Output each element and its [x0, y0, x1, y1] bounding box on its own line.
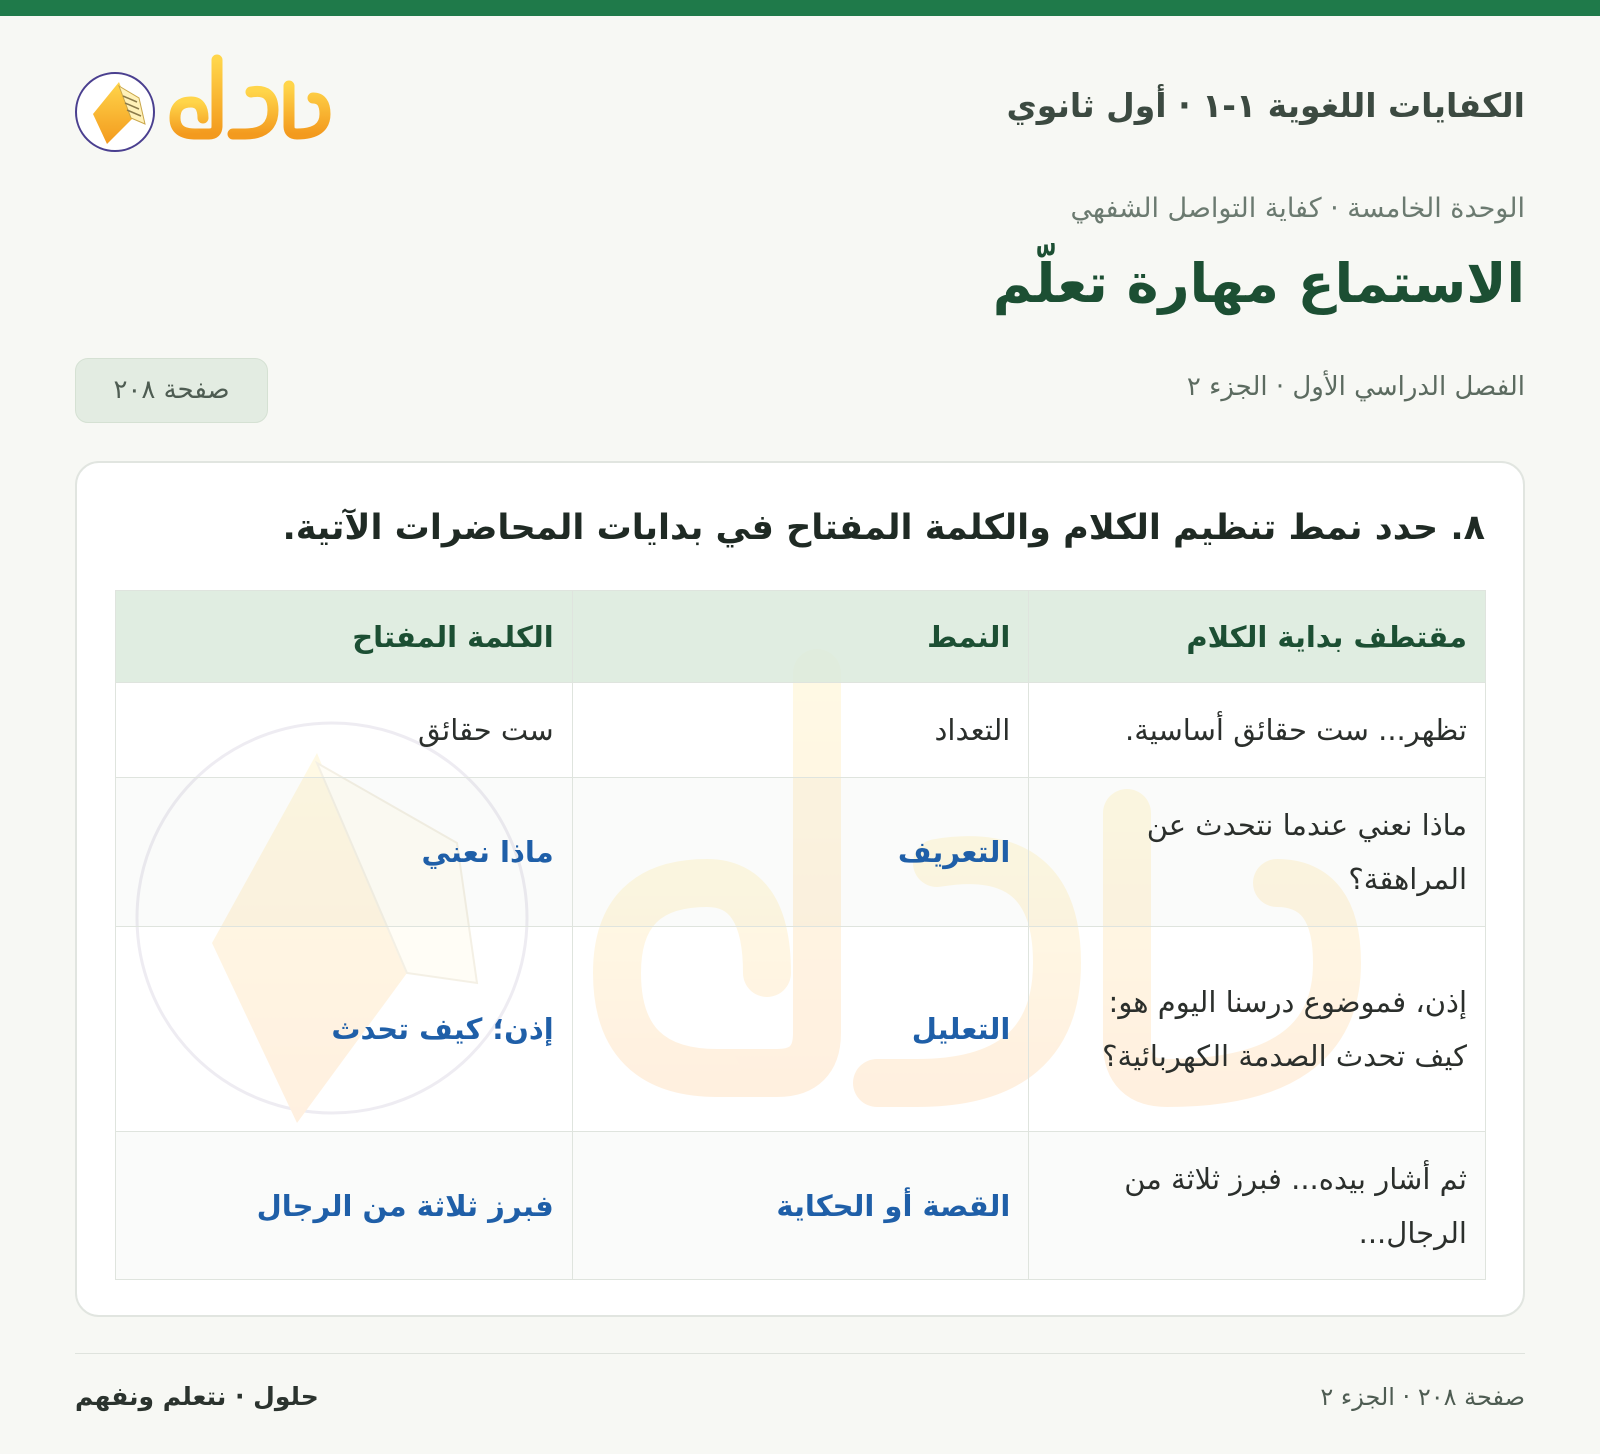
footer-brand: حلول · نتعلم ونفهم	[75, 1382, 319, 1411]
header-excerpt: مقتطف بداية الكلام	[1029, 591, 1486, 683]
header-pattern: النمط	[572, 591, 1029, 683]
question-card	[75, 461, 1525, 1317]
excerpt-cell: ماذا نعني عندما نتحدث عن المراهقة؟	[1029, 778, 1486, 927]
keyword-answer-cell: ماذا نعني	[116, 778, 573, 927]
excerpt-cell: إذن، فموضوع درسنا اليوم هو: كيف تحدث الصدمة الكهربائية؟	[1029, 927, 1486, 1132]
header-keyword: الكلمة المفتاح	[116, 591, 573, 683]
keyword-answer-cell: إذن؛ كيف تحدث	[116, 927, 573, 1132]
term-info: الفصل الدراسي الأول · الجزء ٢	[1186, 372, 1525, 402]
table-header-row	[116, 591, 1486, 683]
excerpt-cell: ثم أشار بيده... فبرز ثلاثة من الرجال...	[1029, 1132, 1486, 1280]
footer-divider	[75, 1353, 1525, 1354]
lesson-title: الاستماع مهارة تعلّم	[992, 252, 1525, 315]
pattern-answer-cell: القصة أو الحكاية	[572, 1132, 1029, 1280]
question-text: ٨. حدد نمط تنظيم الكلام والكلمة المفتاح في بدايات المحاضرات الآتية.	[282, 508, 1485, 548]
pattern-cell: التعداد	[572, 683, 1029, 778]
excerpt-cell: تظهر... ست حقائق أساسية.	[1029, 683, 1486, 778]
keyword-answer-cell: فبرز ثلاثة من الرجال	[116, 1132, 573, 1280]
page-header	[75, 52, 1525, 162]
answer-table	[115, 590, 1486, 1280]
table-row	[116, 1132, 1486, 1280]
table-row	[116, 927, 1486, 1132]
top-accent-bar	[0, 0, 1600, 16]
table-row	[116, 683, 1486, 778]
table-row	[116, 778, 1486, 927]
page-badge: صفحة ٢٠٨	[75, 358, 268, 423]
footer-page-info: صفحة ٢٠٨ · الجزء ٢	[1320, 1383, 1525, 1411]
pattern-answer-cell: التعليل	[572, 927, 1029, 1132]
hulul-logo	[75, 52, 345, 162]
pattern-answer-cell: التعريف	[572, 778, 1029, 927]
keyword-cell: ست حقائق	[116, 683, 573, 778]
book-title: الكفايات اللغوية ١-١ · أول ثانوي	[1006, 86, 1525, 125]
unit-subtitle: الوحدة الخامسة · كفاية التواصل الشفهي	[1070, 193, 1525, 224]
